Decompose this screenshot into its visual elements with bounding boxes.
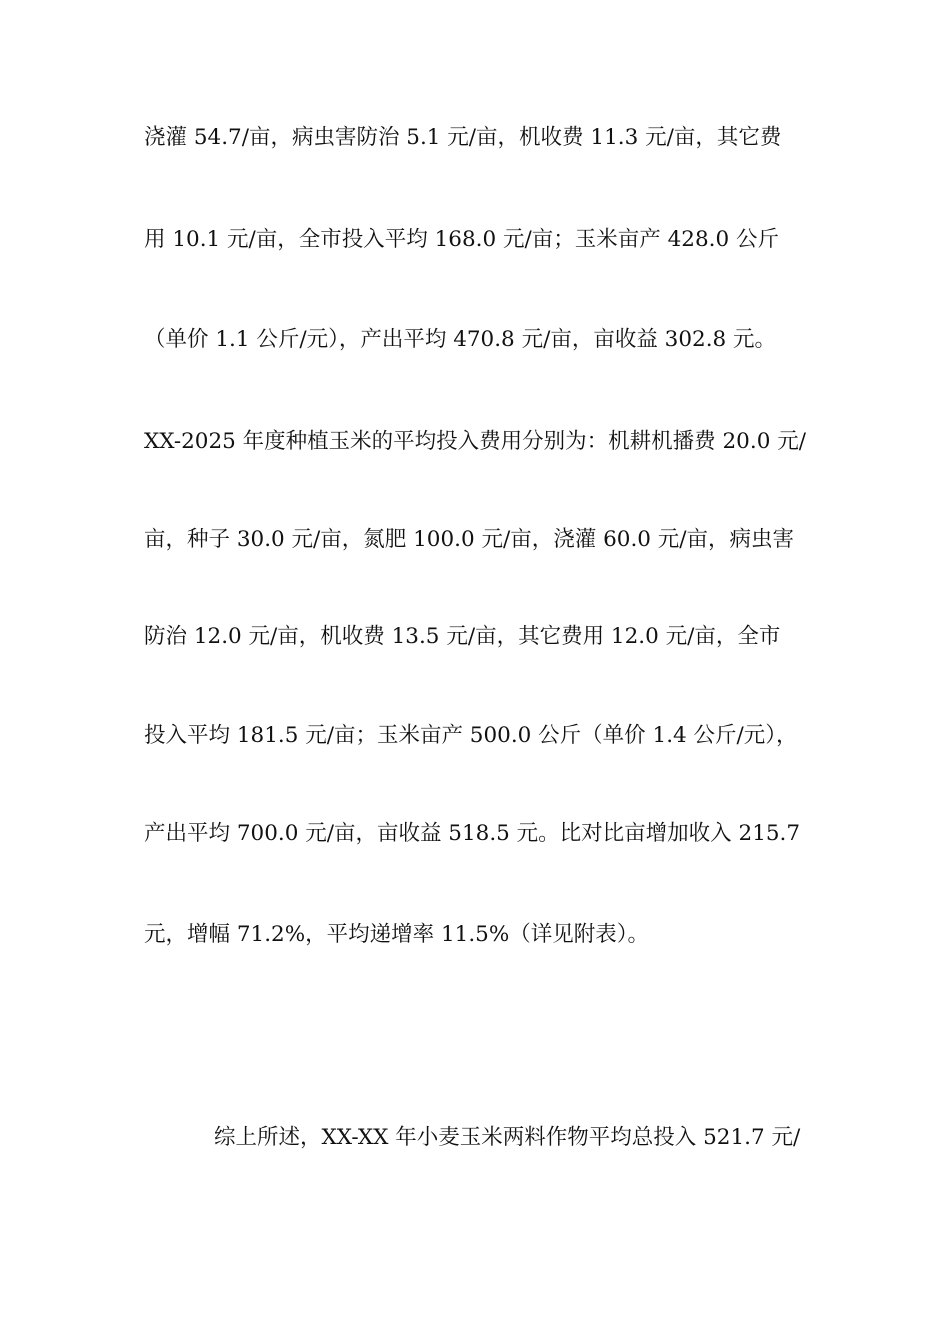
paragraph-line: 投入平均 181.5 元/亩；玉米亩产 500.0 公斤（单价 1.4 公斤/元）， [144,723,798,748]
summary-paragraph-line: 综上所述，XX-XX 年小麦玉米两料作物平均总投入 521.7 元/ [214,1125,801,1150]
paragraph-line: 产出平均 700.0 元/亩，亩收益 518.5 元。比对比亩增加收入 215.7 [144,821,801,846]
paragraph-line: 浇灌 54.7/亩，病虫害防治 5.1 元/亩，机收费 11.3 元/亩，其它费 [144,125,782,150]
paragraph-line: （单价 1.1 公斤/元），产出平均 470.8 元/亩，亩收益 302.8 元。 [144,327,777,352]
paragraph-line: 用 10.1 元/亩，全市投入平均 168.0 元/亩；玉米亩产 428.0 公斤 [144,227,779,252]
paragraph-line: 防治 12.0 元/亩，机收费 13.5 元/亩，其它费用 12.0 元/亩，全市 [144,624,781,649]
paragraph-line: 元，增幅 71.2%，平均递增率 11.5%（详见附表）。 [144,922,650,947]
paragraph-line: 亩，种子 30.0 元/亩，氮肥 100.0 元/亩，浇灌 60.0 元/亩，病虫害 [144,527,795,552]
paragraph-line: XX-2025 年度种植玉米的平均投入费用分别为：机耕机播费 20.0 元/ [144,429,806,454]
